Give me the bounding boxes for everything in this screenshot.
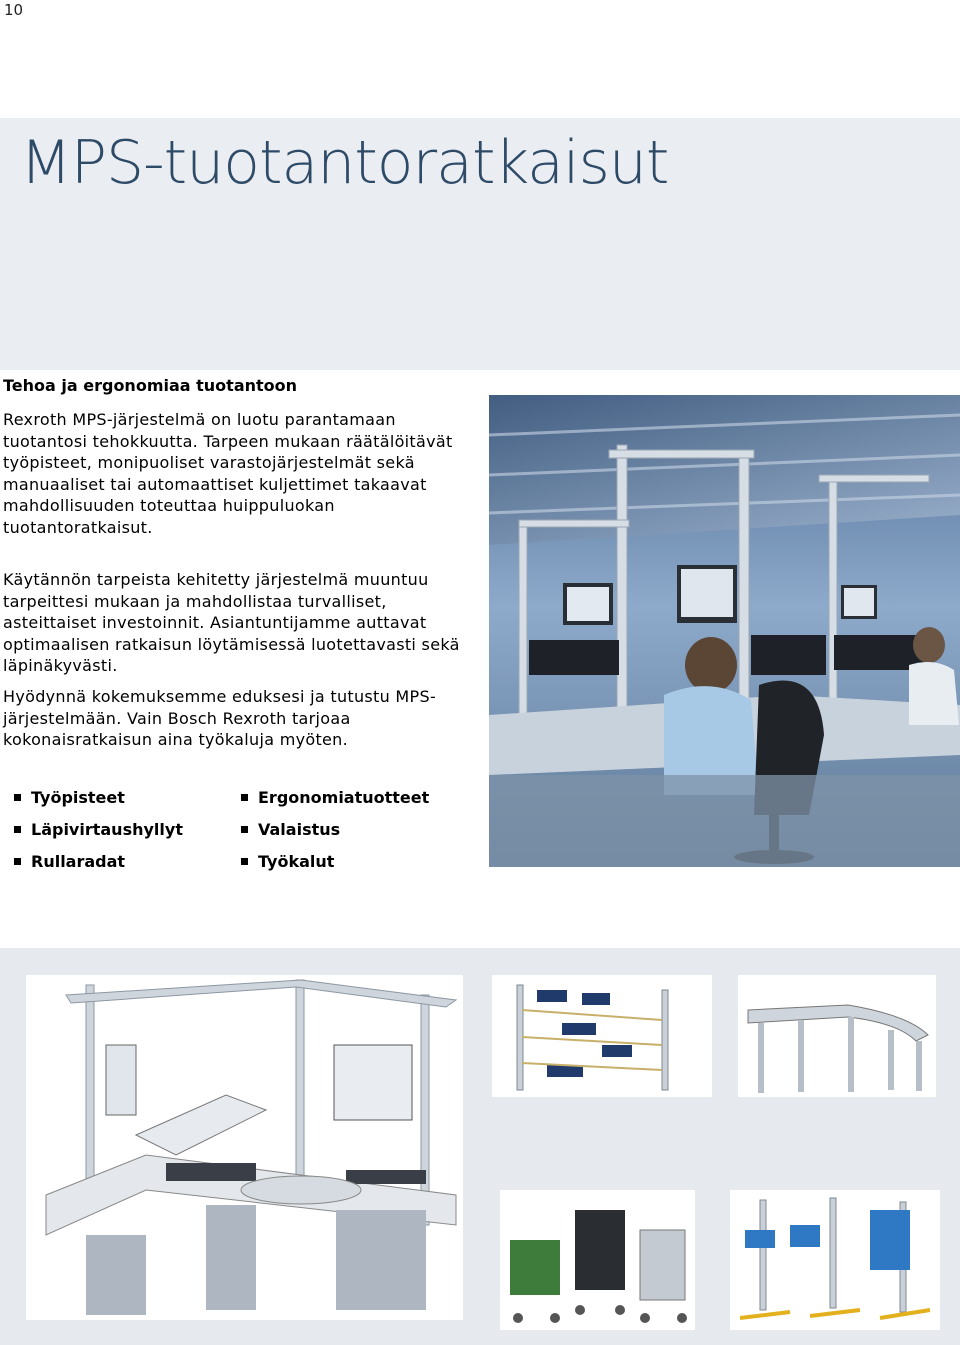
- list-item: [227, 818, 429, 850]
- workstation-product-photo: [26, 975, 463, 1320]
- flow-rack-photo: [492, 975, 712, 1097]
- section-heading: Tehoa ja ergonomiaa tuotantoon: [3, 376, 298, 395]
- product-list-left: [0, 786, 183, 882]
- bullet-square-icon: [14, 858, 21, 865]
- list-item-label: Työpisteet: [31, 788, 125, 807]
- bullet-square-icon: [14, 794, 21, 801]
- trolley-photo: [500, 1190, 695, 1330]
- list-item-label: Ergonomiatuotteet: [258, 788, 430, 807]
- list-item: [0, 850, 183, 882]
- list-item-label: Työkalut: [258, 852, 335, 871]
- list-item: [0, 786, 183, 818]
- call-to-action-paragraph: Hyödynnä kokemuksemme eduksesi ja tutustu MPS-järjestelmään. Vain Bosch Rexroth tarjoaa kokonaisratkaisun aina työkaluja myöten.: [3, 687, 437, 750]
- system-paragraph: Käytännön tarpeista kehitetty järjestelmä muuntuu tarpeittesi mukaan ja mahdollistaa turvalliset, asteittaiset investoinnit. Asiantuntijamme auttavat optimaalisen ratkaisun löytämisessä luotettavasti sekä läpinäkyvästi.: [3, 570, 460, 676]
- list-item: [227, 786, 429, 818]
- product-list-right: [227, 786, 429, 882]
- bullet-square-icon: [241, 826, 248, 833]
- list-item: [227, 850, 429, 882]
- list-item-label: Valaistus: [258, 820, 341, 839]
- list-item: [0, 818, 183, 850]
- page-title: MPS-tuotantoratkaisut: [20, 128, 669, 198]
- bullet-square-icon: [241, 794, 248, 801]
- bullet-square-icon: [14, 826, 21, 833]
- roller-conveyor-photo: [738, 975, 936, 1097]
- workstation-photo: [489, 395, 960, 867]
- list-item-label: Rullaradat: [31, 852, 126, 871]
- page-number: 10: [4, 1, 24, 19]
- bullet-square-icon: [241, 858, 248, 865]
- list-item-label: Läpivirtaushyllyt: [31, 820, 183, 839]
- assembly-line-photo: [730, 1190, 940, 1330]
- intro-paragraph: Rexroth MPS-järjestelmä on luotu parantamaan tuotantosi tehokkuutta. Tarpeen mukaan räätälöitävät työpisteet, monipuoliset varastojärjestelmät sekä manuaaliset tai automaattiset kuljettimet takaavat mahdollisuuden toteuttaa huippuluokan tuotantoratkaisut.: [3, 410, 453, 537]
